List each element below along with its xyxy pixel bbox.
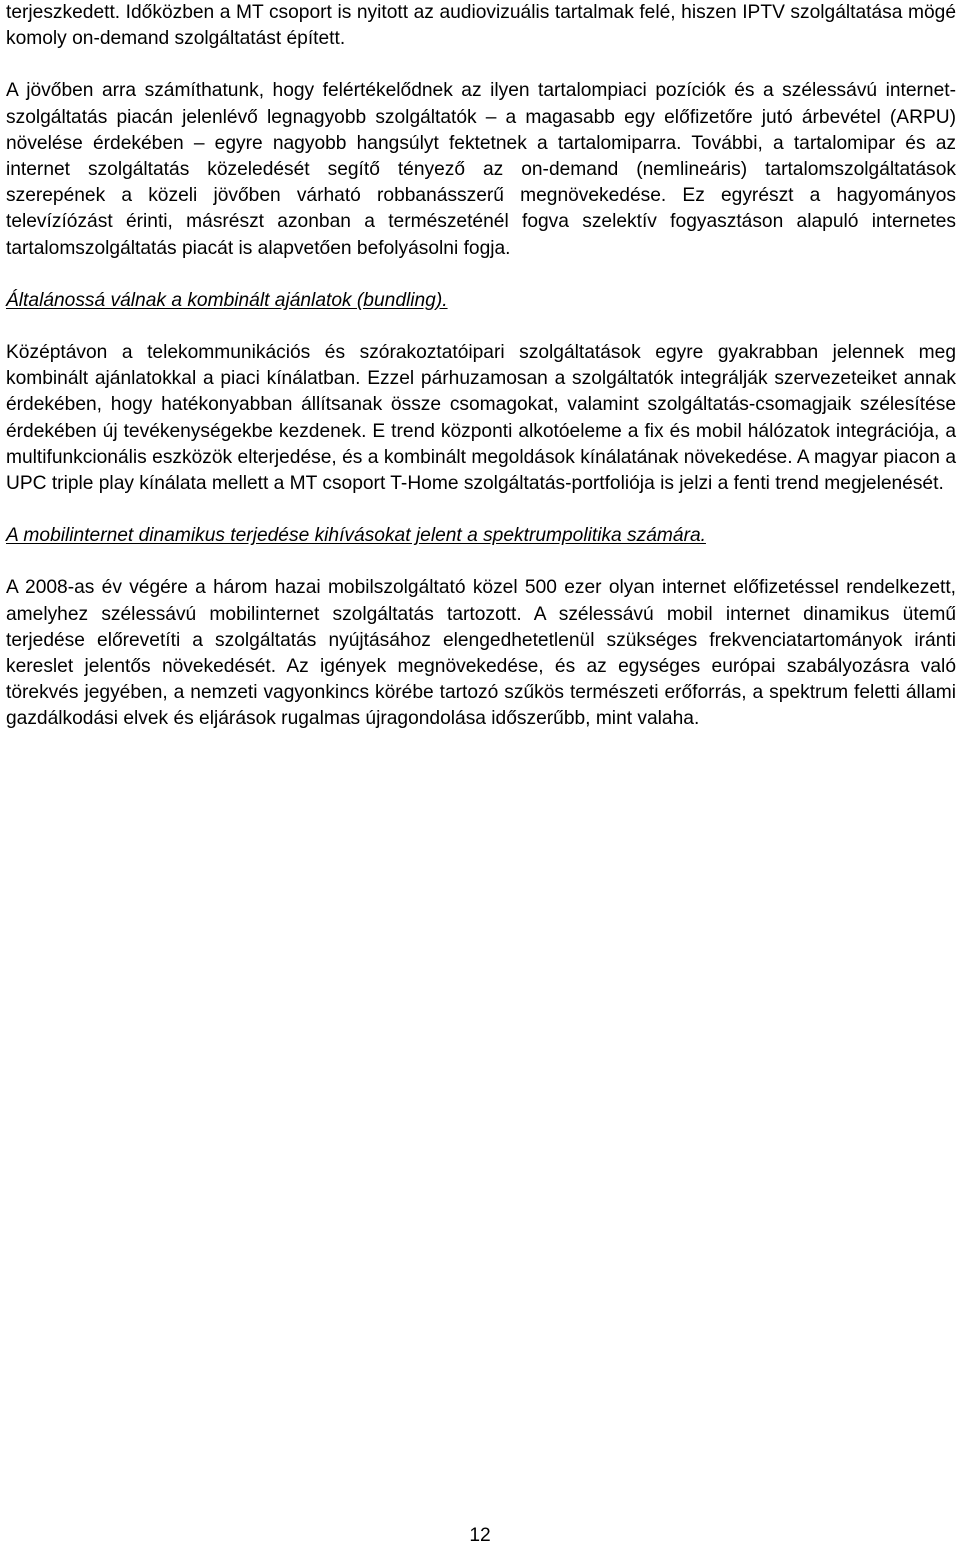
section-heading-mobile-internet: A mobilinternet dinamikus terjedése kihívásokat jelent a spektrumpolitika számára. <box>6 525 706 547</box>
paragraph-bundling: Középtávon a telekommunikációs és szórakoztatóipari szolgáltatások egyre gyakrabban jelennek meg kombinált ajánlatokkal a piaci kínálatban. Ezzel párhuzamosan a szolgáltatók integrálják szervezeteiket annak érdekében, hogy hatékonyabban állítsanak össze csomagokat, valamint szolgáltatás-csomagjaik szélesítése érdekében új tevékenységekbe kezdenek. E trend központi alkotóeleme a fix és mobil hálózatok integrációja, a multifunkcionális eszközök elterjedése, és a kombinált megoldások kínálatának növekedése. A magyar piacon a UPC triple play kínálata mellett a MT csoport T-Home szolgáltatás-portfoliója is jelzi a fenti trend megjelenését. <box>6 342 956 495</box>
paragraph-mobile-internet: A 2008-as év végére a három hazai mobilszolgáltató közel 500 ezer olyan internet előfizetéssel rendelkezett, amelyhez szélessávú mobilinternet szolgáltatás tartozott. A szélessávú mobil internet dinamikus ütemű terjedése előrevetíti a szolgáltatás nyújtásához elengedhetetlenül szükséges frekvenciatartományok iránti kereslet jelentős növekedését. Az igények megnövekedése, és az egységes európai szabályozásra való törekvés jegyében, a nemzeti vagyonkincs körébe tartozó szűkös természeti erőforrás, a spektrum feletti állami gazdálkodási elvek és eljárások rugalmas újragondolása időszerűbb, mint valaha. <box>6 577 956 730</box>
paragraph-intro: terjeszkedett. Időközben a MT csoport is nyitott az audiovizuális tartalmak felé, hiszen IPTV szolgáltatása mögé komoly on-demand szolgáltatást épített. <box>6 2 956 50</box>
document-page <box>6 0 956 733</box>
page-number: 12 <box>469 1525 491 1546</box>
paragraph-content-market: A jövőben arra számíthatunk, hogy felértékelődnek az ilyen tartalompiaci pozíciók és a szélessávú internet-szolgáltatás piacán jelenlévő legnagyobb szolgáltatók – a magasabb egy előfizetőre jutó árbevétel (ARPU) növelése érdekében – egyre nagyobb hangsúlyt fektetnek a tartalomiparra. További, a tartalomipar és az internet szolgáltatás közeledését segítő tényező az on-demand (nemlineáris) tartalomszolgáltatások szerepének a közeli jövőben várható robbanásszerű megnövekedése. Ez egyrészt a hagyományos televízíózást érinti, másrészt azonban a természeténél fogva szelektív fogyasztáson alapuló internetes tartalomszolgáltatás piacát is alapvetően befolyásolni fogja. <box>6 80 956 259</box>
section-heading-bundling: Általánossá válnak a kombinált ajánlatok (bundling). <box>6 289 448 311</box>
